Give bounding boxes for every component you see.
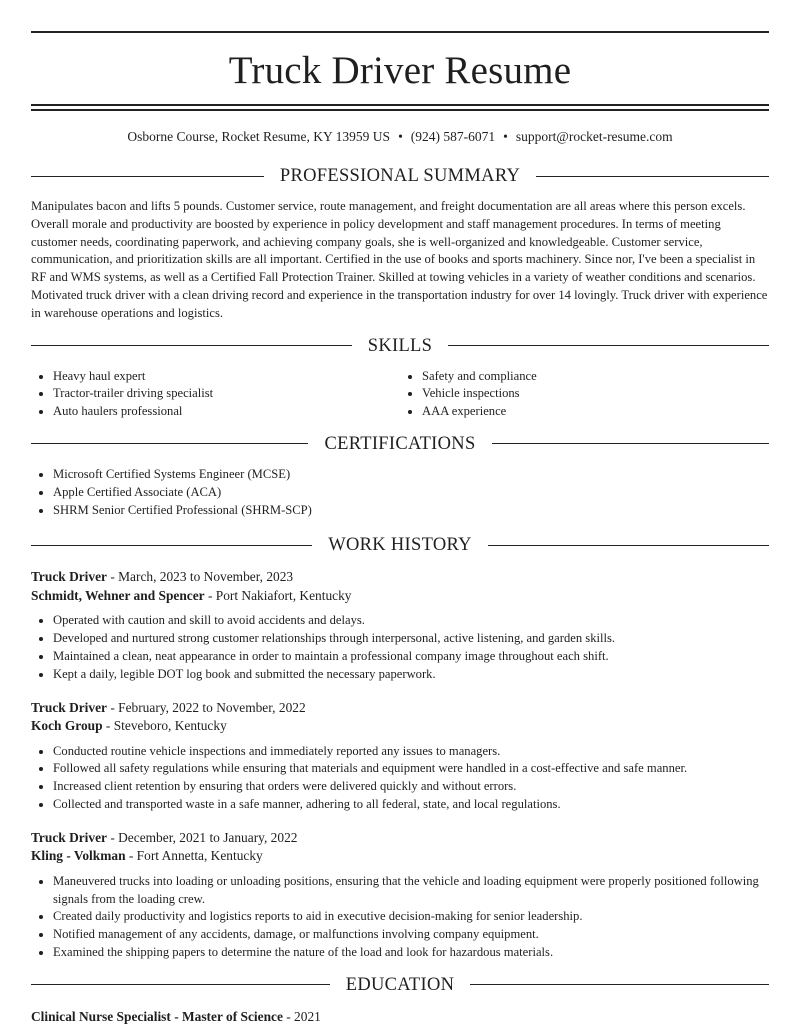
job-dates: - December, 2021 to January, 2022 — [106, 829, 298, 845]
section-header-summary — [31, 164, 769, 188]
job-location: - Port Nakiafort, Kentucky — [204, 587, 352, 603]
job-title-line — [31, 699, 769, 718]
skill-item: • Auto haulers professional — [53, 403, 400, 421]
work-history-list — [31, 568, 769, 961]
contact-address: Osborne Course, Rocket Resume, KY 13959 US — [127, 129, 391, 144]
job-bullets — [31, 873, 769, 962]
contact-email: support@rocket-resume.com — [515, 129, 673, 144]
skills-column-right — [400, 368, 769, 421]
job-company: Koch Group — [31, 718, 103, 734]
certification-item: • Apple Certified Associate (ACA) — [53, 484, 769, 502]
title-double-rule — [31, 104, 769, 111]
skill-item: • Safety and compliance — [422, 368, 769, 386]
section-rule — [536, 176, 769, 177]
job-location: - Fort Annetta, Kentucky — [125, 848, 263, 864]
section-rule — [492, 443, 769, 444]
job-bullets — [31, 612, 769, 683]
job-dates: - February, 2022 to November, 2022 — [106, 699, 306, 715]
job-bullet: • Notified management of any accidents, damage, or malfunctions involving company equipment. — [53, 926, 769, 944]
job-company: Schmidt, Wehner and Spencer — [31, 587, 205, 603]
job-location: - Steveboro, Kentucky — [102, 718, 227, 734]
job-company-line — [31, 717, 769, 736]
section-rule — [31, 545, 312, 546]
education-year: - 2021 — [282, 1008, 321, 1024]
job-bullet: • Kept a daily, legible DOT log book and submitted the necessary paperwork. — [53, 666, 769, 684]
job-dates: - March, 2023 to November, 2023 — [106, 569, 294, 585]
section-rule — [31, 443, 308, 444]
job-company-line — [31, 587, 769, 606]
education-degree: Clinical Nurse Specialist - Master of Science — [31, 1008, 283, 1024]
top-rule — [31, 31, 769, 33]
job-bullet: • Conducted routine vehicle inspections and immediately reported any issues to managers. — [53, 743, 769, 761]
skill-item: • Heavy haul expert — [53, 368, 400, 386]
section-rule — [448, 345, 769, 346]
job-bullet: • Created daily productivity and logistics reports to aid in executive decision-making for senior leadership. — [53, 908, 769, 926]
job-bullet: • Developed and nurtured strong customer relationships through interpersonal, active listening, and garden skills. — [53, 630, 769, 648]
job-bullet: • Increased client retention by ensuring that orders were delivered quickly and without errors. — [53, 778, 769, 796]
section-rule — [31, 176, 264, 177]
job-bullet: • Examined the shipping papers to determine the nature of the load and look for hazardous materials. — [53, 944, 769, 962]
job-bullet: • Collected and transported waste in a safe manner, adhering to all federal, state, and local regulations. — [53, 796, 769, 814]
contact-line — [31, 128, 769, 146]
skills-column-left — [31, 368, 400, 421]
education-entry — [31, 1008, 769, 1027]
certification-item: • SHRM Senior Certified Professional (SHRM-SCP) — [53, 502, 769, 520]
section-rule — [488, 545, 769, 546]
contact-phone: (924) 587-6071 — [410, 129, 496, 144]
resume-page — [31, 0, 769, 1026]
skill-item: • Vehicle inspections — [422, 385, 769, 403]
job-bullet: • Maneuvered trucks into loading or unloading positions, ensuring that the vehicle and loading equipment were properly positioned following signals from the loading crew. — [53, 873, 769, 909]
skill-item: • AAA experience — [422, 403, 769, 421]
skill-item: • Tractor-trailer driving specialist — [53, 385, 400, 403]
job-company-line — [31, 847, 769, 866]
job-bullet: • Maintained a clean, neat appearance in order to maintain a professional company image throughout each shift. — [53, 648, 769, 666]
section-header-work-history — [31, 533, 769, 557]
section-header-education — [31, 973, 769, 997]
page-title: Truck Driver Resume — [228, 49, 572, 92]
job-role: Truck Driver — [31, 699, 107, 715]
certification-item: • Microsoft Certified Systems Engineer (MCSE) — [53, 466, 769, 484]
job-title-line — [31, 829, 769, 848]
certifications-list — [31, 466, 769, 519]
section-rule — [31, 345, 352, 346]
job-bullet: • Operated with caution and skill to avoid accidents and delays. — [53, 612, 769, 630]
section-title-certifications: CERTIFICATIONS — [324, 433, 476, 454]
job-role: Truck Driver — [31, 569, 107, 585]
contact-separator: • — [503, 129, 508, 144]
summary-paragraph: Manipulates bacon and lifts 5 pounds. Customer service, route management, and freight documentation are all areas where this person excels. Overall morale and productivity are boosted by experience in policy development and staff management procedures. In terms of meeting customer needs, coordinating paperwork, and achieving company goals, she is well-organized and knowledgeable. Customer service, communication, and prioritization skills are all important. Certified in the use of books and sports machinery. Since nor, I've been a specialist in RF and WMS systems, as well as a Certified Fall Protection Trainer. Skilled at towing vehicles in a variety of weather conditions and scenarios. Motivated truck driver with a clean driving record and experience in the transportation industry for over 14 lovingly. Truck driver with experience in warehouse operations and logistics. — [31, 199, 768, 320]
job-entry — [31, 699, 769, 814]
job-title-line — [31, 568, 769, 587]
job-entry — [31, 829, 769, 962]
skills-list — [31, 368, 769, 421]
section-title-education: EDUCATION — [345, 974, 455, 995]
job-bullet: • Followed all safety regulations while ensuring that materials and equipment were handled in a cost-effective and safe manner. — [53, 760, 769, 778]
section-rule — [470, 984, 769, 985]
job-role: Truck Driver — [31, 829, 107, 845]
job-bullets — [31, 743, 769, 814]
job-company: Kling - Volkman — [31, 848, 126, 864]
job-entry — [31, 568, 769, 683]
section-title-work-history: WORK HISTORY — [328, 535, 472, 556]
section-title-skills: SKILLS — [367, 335, 433, 356]
contact-separator: • — [398, 129, 403, 144]
section-header-skills — [31, 334, 769, 358]
section-title-summary: PROFESSIONAL SUMMARY — [279, 166, 521, 186]
section-header-certifications — [31, 432, 769, 456]
section-rule — [31, 984, 330, 985]
